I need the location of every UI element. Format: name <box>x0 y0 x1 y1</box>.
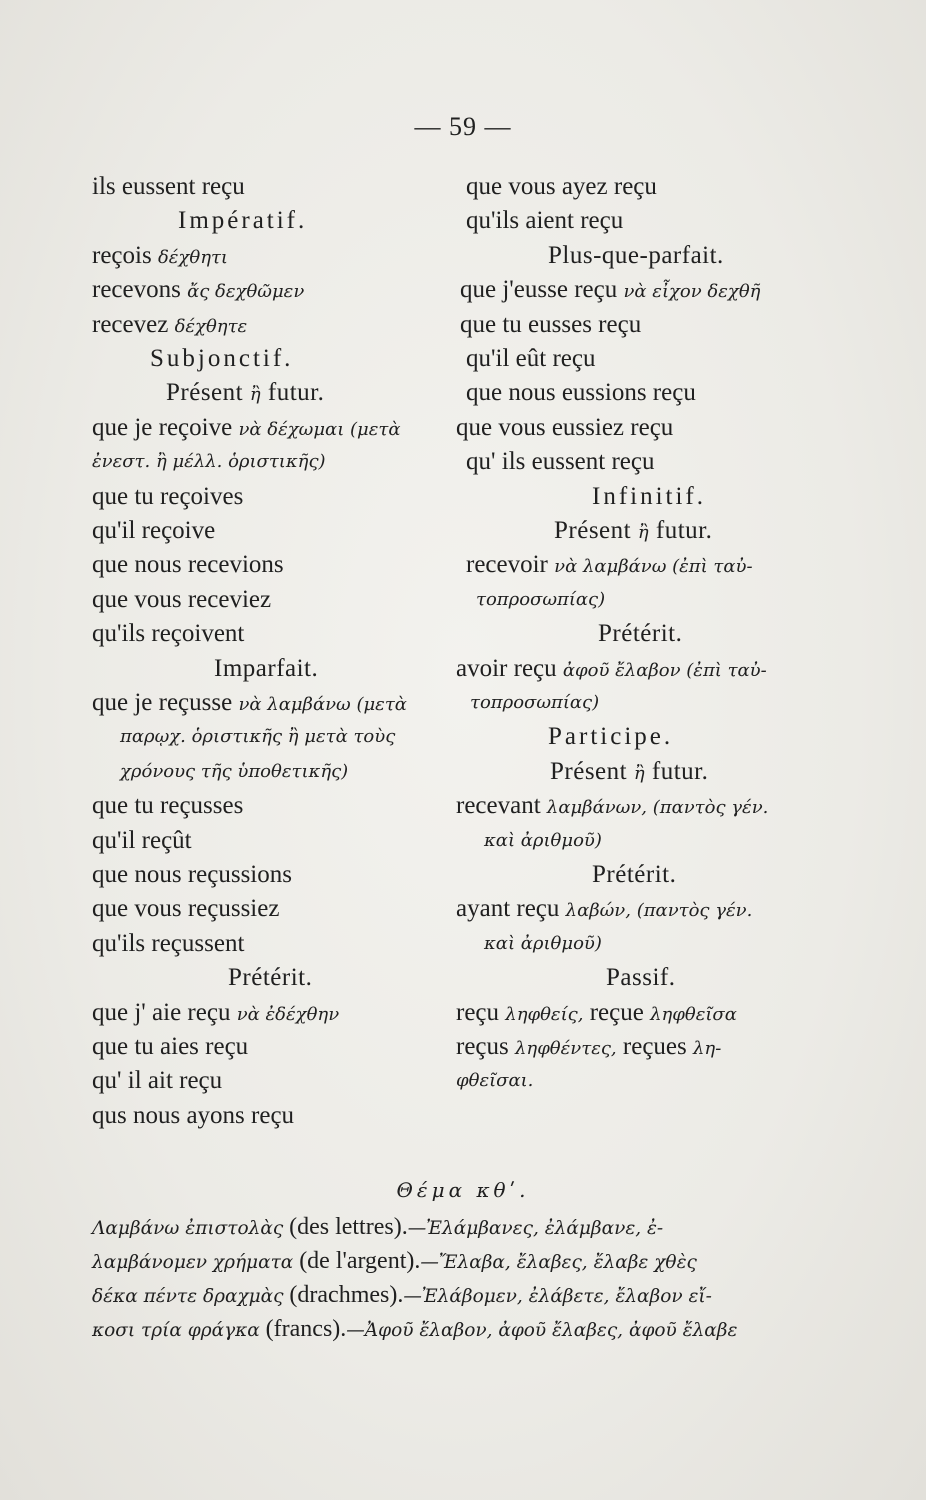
left-column-line <box>92 308 247 344</box>
fr-text: Prétérit. <box>592 861 677 888</box>
gr-text: λαβών, (παντὸς γέν. <box>565 900 753 922</box>
fr-text: que nous recevions <box>92 551 284 579</box>
gr-text: δέχθητι <box>157 246 228 268</box>
fr-text: qu'il eût reçu <box>466 345 596 372</box>
fr-text: que tu reçoives <box>92 482 244 510</box>
fr-text: que nous reçussions <box>92 861 292 888</box>
exercise-line <box>92 1278 712 1314</box>
left-column-line <box>92 1064 222 1098</box>
left-column-line <box>92 686 407 722</box>
right-column-line <box>456 1030 721 1066</box>
gr-text: καὶ ἀριθμοῦ) <box>484 829 602 851</box>
fr-text: avoir reçu <box>456 654 563 682</box>
gr-text: —Ἔλαβα, ἔλαβες, ἔλαβε χθὲς <box>420 1252 697 1273</box>
gr-text: παρῳχ. ὁριστικῆς ἢ μετὰ τοὺς <box>120 726 396 748</box>
fr-text: Impératif. <box>178 207 308 235</box>
fr-text: Participe. <box>548 723 674 751</box>
left-column-line <box>214 652 318 686</box>
left-column-line <box>92 273 304 309</box>
right-column-line <box>592 480 706 514</box>
gr-text: λαμβάνων, (παντὸς γέν. <box>546 797 769 819</box>
gr-text: τοπροσωπίας) <box>470 692 600 713</box>
left-column-line <box>92 514 215 548</box>
fr-text: reçue <box>583 998 651 1026</box>
fr-text: que tu aies reçu <box>92 1033 249 1060</box>
fr-text: que je reçusse <box>92 689 239 716</box>
fr-text: que vous eussiez reçu <box>456 413 674 441</box>
fr-text: reçues <box>616 1033 693 1060</box>
exercise-line <box>92 1244 697 1280</box>
right-column-line <box>456 1064 533 1098</box>
fr-text: qu' ils eussent reçu <box>466 448 655 476</box>
left-column-line <box>166 376 324 412</box>
right-column-line <box>484 927 602 961</box>
fr-text: (des lettres). <box>289 1214 408 1240</box>
gr-text: νὰ λαμβάνω (μετὰ <box>238 694 407 715</box>
fr-text: qu'il reçût <box>92 826 192 854</box>
fr-text: ils eussent reçu <box>92 173 245 200</box>
left-column-line <box>228 961 312 995</box>
fr-text: que vous reçussiez <box>92 895 280 923</box>
fr-text: reçois <box>92 241 158 269</box>
exercise-line <box>92 1312 737 1348</box>
right-column-line <box>466 170 657 204</box>
gr-text: νὰ ἐδέχθην <box>236 1003 340 1025</box>
fr-text: qu'il reçoive <box>92 517 216 544</box>
left-column-line <box>120 720 395 754</box>
gr-text: φθεῖσαι. <box>456 1070 534 1092</box>
fr-text: futur. <box>645 757 709 785</box>
right-column-line <box>550 755 708 791</box>
fr-text: Présent <box>554 517 638 544</box>
fr-text: que j'eusse reçu <box>460 276 624 304</box>
fr-text: Présent <box>550 757 634 785</box>
gr-text: νὰ λαμβάνω (ἐπὶ ταὐ- <box>554 556 753 578</box>
gr-text: ληφθέντες, <box>515 1038 617 1059</box>
right-column-line <box>466 204 623 238</box>
theme-title: Θέμα κθʹ. <box>396 1178 530 1202</box>
fr-text: reçu <box>456 998 506 1026</box>
right-column-line <box>460 308 641 342</box>
page-number: — 59 — <box>414 112 512 141</box>
fr-text: recevoir <box>466 551 555 579</box>
exercise-line <box>92 1210 663 1246</box>
fr-text: que je reçoive <box>92 413 239 441</box>
fr-text: reçus <box>456 1033 515 1060</box>
fr-text: que nous eussions reçu <box>466 379 696 407</box>
left-column-line <box>92 445 326 479</box>
right-column-line <box>548 239 724 273</box>
fr-text: futur. <box>261 379 325 407</box>
fr-text: Imparfait. <box>214 654 319 682</box>
fr-text: (francs). <box>265 1316 347 1342</box>
left-column-line <box>120 755 348 789</box>
right-column-line <box>466 342 595 376</box>
gr-text: δέκα πέντε δραχμὰς <box>92 1286 290 1307</box>
right-column-line <box>466 376 696 410</box>
fr-text: que vous ayez reçu <box>466 173 657 200</box>
fr-text: qu' il ait reçu <box>92 1067 223 1095</box>
fr-text: que tu reçusses <box>92 792 244 820</box>
gr-text: —Ἐλάμβανες, ἐλάμβανε, ἐ- <box>407 1218 664 1239</box>
right-column-line <box>466 445 655 479</box>
right-column-line <box>460 273 760 309</box>
right-column-line <box>554 514 712 550</box>
right-column-line <box>548 720 673 754</box>
fr-text: Présent <box>166 379 250 407</box>
gr-text: ληφθείς, <box>505 1003 584 1025</box>
gr-text: Λαμβάνω ἐπιστολὰς <box>92 1218 290 1239</box>
gr-text: καὶ ἀριθμοῦ) <box>484 932 602 954</box>
gr-text: —Ἐλάβομεν, ἐλάβετε, ἔλαβον εἴ- <box>403 1286 712 1307</box>
left-column-line <box>92 789 243 823</box>
gr-text: ἄς δεχθῶμεν <box>187 281 305 303</box>
right-column-line <box>598 617 682 651</box>
gr-text: ἐνεστ. ἢ μέλλ. ὁριστικῆς) <box>92 451 326 473</box>
left-column-line <box>92 617 244 651</box>
fr-text: que tu eusses reçu <box>460 310 642 338</box>
fr-text: Passif. <box>606 964 676 992</box>
gr-text: δέχθητε <box>174 315 248 337</box>
right-column-line <box>456 411 673 445</box>
gr-text: χρόνους τῆς ὑποθετικῆς) <box>120 760 349 782</box>
gr-text: ἀφοῦ ἔλαβον (ἐπὶ ταὐ- <box>562 659 767 681</box>
right-column-line <box>484 824 602 858</box>
fr-text: recevons <box>92 276 188 304</box>
left-column-line <box>178 204 307 238</box>
right-column-line <box>592 858 676 892</box>
right-column-line <box>466 548 753 584</box>
gr-text: κοσι τρία φράγκα <box>92 1320 266 1341</box>
fr-text: que vous receviez <box>92 585 272 613</box>
right-column-line <box>476 583 605 617</box>
fr-text: Prétérit. <box>598 620 683 648</box>
left-column-line <box>92 892 279 926</box>
gr-text: ληφθεῖσα <box>650 1003 737 1025</box>
fr-text: Infinitif. <box>592 482 707 510</box>
gr-text: λη- <box>693 1038 722 1059</box>
gr-text: τοπροσωπίας) <box>476 588 606 610</box>
fr-text: que j' aie reçu <box>92 998 237 1026</box>
gr-text: λαμβάνομεν χρήματα <box>92 1252 300 1273</box>
right-column-line <box>456 892 752 928</box>
left-column-line <box>92 858 292 892</box>
left-column-line <box>92 548 284 582</box>
left-column-line <box>92 480 243 514</box>
left-column-line <box>92 1099 294 1133</box>
left-column-line <box>92 996 339 1032</box>
right-column-line <box>456 996 737 1032</box>
left-column-line <box>92 583 271 617</box>
gr-text: νὰ δέχωμαι (μετὰ <box>238 418 401 440</box>
gr-text: ἢ <box>633 762 646 784</box>
left-column-line <box>92 824 192 858</box>
left-column-line <box>92 927 244 961</box>
fr-text: Prétérit. <box>228 964 313 992</box>
fr-text: Plus-que-parfait. <box>548 241 724 269</box>
left-column-line <box>92 411 400 447</box>
fr-text: Subjonctif. <box>150 345 294 372</box>
fr-text: ayant reçu <box>456 895 566 923</box>
fr-text: futur. <box>649 517 713 544</box>
gr-text: ἢ <box>637 522 650 543</box>
fr-text: (de l'argent). <box>299 1248 421 1274</box>
left-column-line <box>92 170 245 204</box>
gr-text: ἢ <box>249 384 262 406</box>
left-column-line <box>150 342 293 376</box>
left-column-line <box>92 1030 248 1064</box>
fr-text: (drachmes). <box>289 1282 404 1308</box>
right-column-line <box>456 789 768 825</box>
fr-text: qus nous ayons reçu <box>92 1101 295 1129</box>
fr-text: recevez <box>92 310 175 338</box>
right-column-line <box>456 652 767 688</box>
right-column-line <box>606 961 675 995</box>
gr-text: —Ἀφοῦ ἔλαβον, ἀφοῦ ἔλαβες, ἀφοῦ ἔλαβε <box>346 1320 738 1341</box>
right-column-line <box>470 686 599 720</box>
gr-text: νὰ εἶχον δεχθῆ <box>623 281 761 303</box>
fr-text: qu'ils reçussent <box>92 929 245 957</box>
fr-text: recevant <box>456 792 547 820</box>
fr-text: qu'ils aient reçu <box>466 207 624 235</box>
fr-text: qu'ils reçoivent <box>92 620 245 648</box>
left-column-line <box>92 239 228 275</box>
